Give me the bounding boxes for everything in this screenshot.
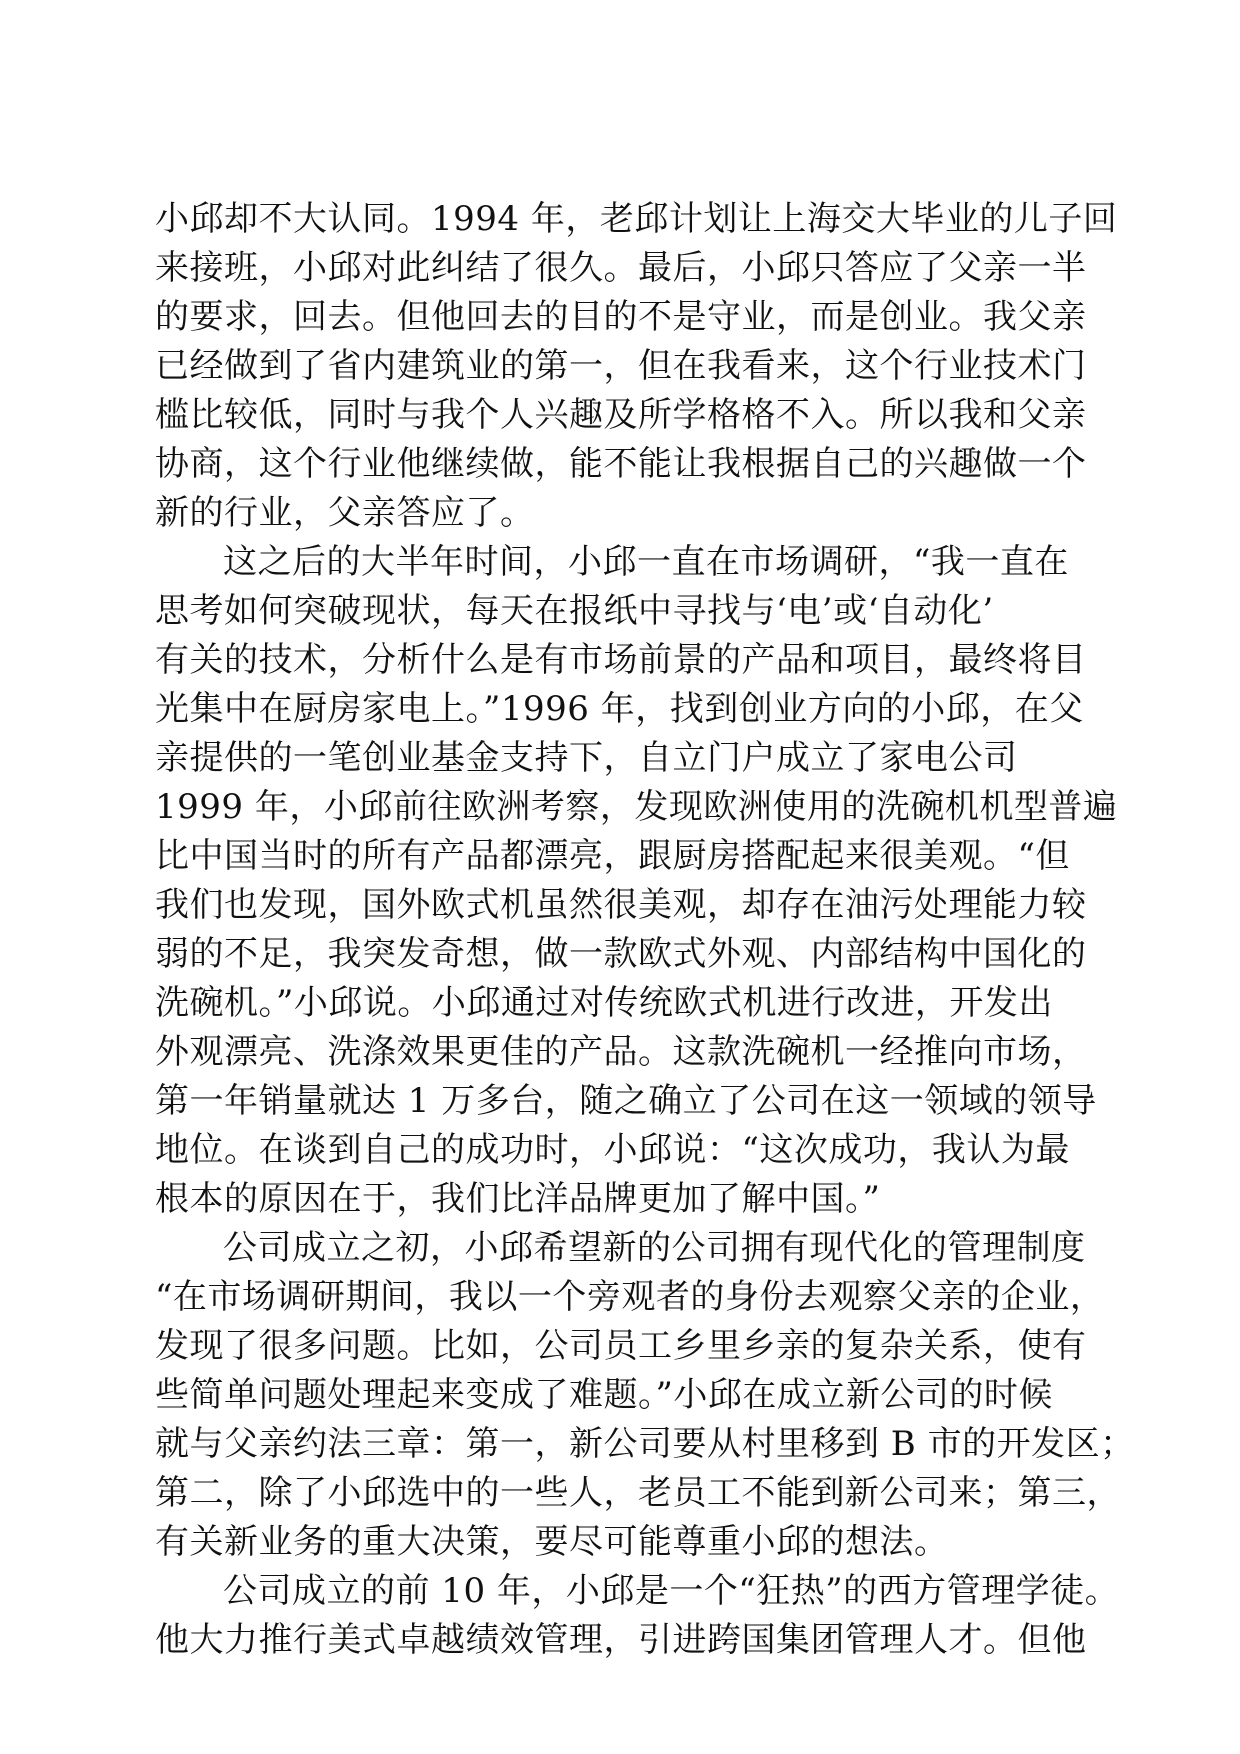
text-line: 新的行业，父亲答应了。 <box>155 493 535 533</box>
text-line: 的要求，回去。但他回去的目的不是守业，而是创业。我父亲 <box>155 297 1087 337</box>
text-line: 根本的原因在于，我们比洋品牌更加了解中国。” <box>155 1179 881 1219</box>
text-line: 已经做到了省内建筑业的第一，但在我看来，这个行业技术门 <box>155 346 1087 386</box>
text-line: 光集中在厨房家电上。”1996 年，找到创业方向的小邱，在父 <box>155 689 1084 729</box>
text-line: 外观漂亮、洗涤效果更佳的产品。这款洗碗机一经推向市场， <box>155 1032 1087 1072</box>
text-line: 比中国当时的所有产品都漂亮，跟厨房搭配起来很美观。“但 <box>155 836 1070 876</box>
text-line: 小邱却不大认同。1994 年，老邱计划让上海交大毕业的儿子回 <box>155 199 1118 239</box>
text-line: 第二，除了小邱选中的一些人，老员工不能到新公司来；第三， <box>155 1473 1121 1513</box>
text-line: 就与父亲约法三章：第一，新公司要从村里移到 B 市的开发区； <box>155 1424 1135 1464</box>
text-line: 有关的技术，分析什么是有市场前景的产品和项目，最终将目 <box>155 640 1087 680</box>
paragraph-first-line: 这之后的大半年时间，小邱一直在市场调研，“我一直在 <box>223 542 1069 582</box>
text-line: “在市场调研期间，我以一个旁观者的身份去观察父亲的企业， <box>155 1277 1105 1317</box>
text-line: 我们也发现，国外欧式机虽然很美观，却存在油污处理能力较 <box>155 885 1087 925</box>
text-line: 来接班，小邱对此纠结了很久。最后，小邱只答应了父亲一半 <box>155 248 1087 288</box>
text-line: 槛比较低，同时与我个人兴趣及所学格格不入。所以我和父亲 <box>155 395 1087 435</box>
text-line: 思考如何突破现状，每天在报纸中寻找与‘电’或‘自动化’ <box>155 591 994 631</box>
text-line: 些简单问题处理起来变成了难题。”小邱在成立新公司的时候 <box>155 1375 1053 1415</box>
text-line: 他大力推行美式卓越绩效管理，引进跨国集团管理人才。但他 <box>155 1620 1087 1660</box>
text-line: 弱的不足，我突发奇想，做一款欧式外观、内部结构中国化的 <box>155 934 1087 974</box>
text-line: 发现了很多问题。比如，公司员工乡里乡亲的复杂关系，使有 <box>155 1326 1087 1366</box>
body-text <box>155 195 1135 1665</box>
text-line: 地位。在谈到自己的成功时，小邱说：“这次成功，我认为最 <box>155 1130 1070 1170</box>
text-line: 第一年销量就达 1 万多台，随之确立了公司在这一领域的领导 <box>155 1081 1097 1121</box>
text-line: 协商，这个行业他继续做，能不能让我根据自己的兴趣做一个 <box>155 444 1087 484</box>
text-line: 1999 年，小邱前往欧洲考察，发现欧洲使用的洗碗机机型普遍 <box>155 787 1118 827</box>
text-line: 亲提供的一笔创业基金支持下，自立门户成立了家电公司 <box>155 738 1018 778</box>
paragraph-first-line: 公司成立之初，小邱希望新的公司拥有现代化的管理制度 <box>223 1228 1086 1268</box>
paragraph-first-line: 公司成立的前 10 年，小邱是一个“狂热”的西方管理学徒。 <box>223 1571 1120 1611</box>
text-line: 有关新业务的重大决策，要尽可能尊重小邱的想法。 <box>155 1522 949 1562</box>
text-line: 洗碗机。”小邱说。小邱通过对传统欧式机进行改进，开发出 <box>155 983 1053 1023</box>
